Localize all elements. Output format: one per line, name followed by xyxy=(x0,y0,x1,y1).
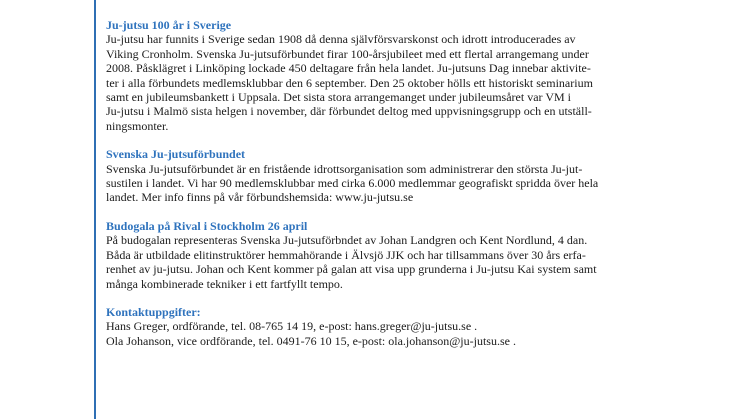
left-accent-rule xyxy=(94,0,96,419)
section-heading: Svenska Ju-jutsuförbundet xyxy=(106,147,246,162)
section-history xyxy=(106,18,666,133)
contact-line: Ola Johanson, vice ordförande, tel. 0491-76 10 15, e-post: ola.johanson@ju-jutsu.se . xyxy=(106,333,516,348)
section-body: Svenska Ju-jutsuförbundet är en fristående idrottsorganisation som administrerar den största Ju-jut- sustilen i landet. Vi har 90 medlemsklubbar med cirka 6.000 medlemmar geografiskt spridda över hela landet. Mer info finns på vår förbundshemsida: www.ju-jutsu.se xyxy=(106,161,599,205)
section-heading: Ju-jutsu 100 år i Sverige xyxy=(106,18,232,32)
section-contact xyxy=(106,305,666,348)
section-budogala xyxy=(106,219,666,291)
section-heading: Budogala på Rival i Stockholm 26 april xyxy=(106,218,308,233)
section-body: Ju-jutsu har funnits i Sverige sedan 1908 då denna självförsvarskonst och idrott introducerades av Viking Cronholm. Svenska Ju-jutsuförbundet firar 100-årsjubileet med ett flertal arrangemang under 2008. Påsklägret i Linköping lockade 450 deltagare från hela landet. Ju-jutsuns Dag innebar aktivite- ter i alla förbundets medlemsklubbar den 6 september. Den 25 oktober hölls ett historiskt seminarium samt en jubileumsbankett i Uppsala. Det sista stora arrangemanget under jubileumsåret var VM i Ju-jutsu i Malmö sista helgen i november, där förbundet deltog med uppvisningsgrupp och en utställ- ningsmonter. xyxy=(106,32,593,133)
section-federation xyxy=(106,147,666,205)
contact-line: Hans Greger, ordförande, tel. 08-765 14 19, e-post: hans.greger@ju-jutsu.se . xyxy=(106,319,478,334)
press-release-content xyxy=(106,18,666,362)
contact-heading: Kontaktuppgifter: xyxy=(106,304,201,319)
section-body: På budogalan representeras Svenska Ju-jutsuförbndet av Johan Landgren och Kent Nordlund, 4 dan. Båda är utbildade elitinstruktörer hemmahörande i Älvsjö JJK och har tillsammans över 30 års erfa- renhet av ju-jutsu. Johan och Kent kommer på galan att visa upp grunderna i Ju-jutsu Kai system samt många kombinerade tekniker i ett fartfyllt tempo. xyxy=(106,233,597,291)
